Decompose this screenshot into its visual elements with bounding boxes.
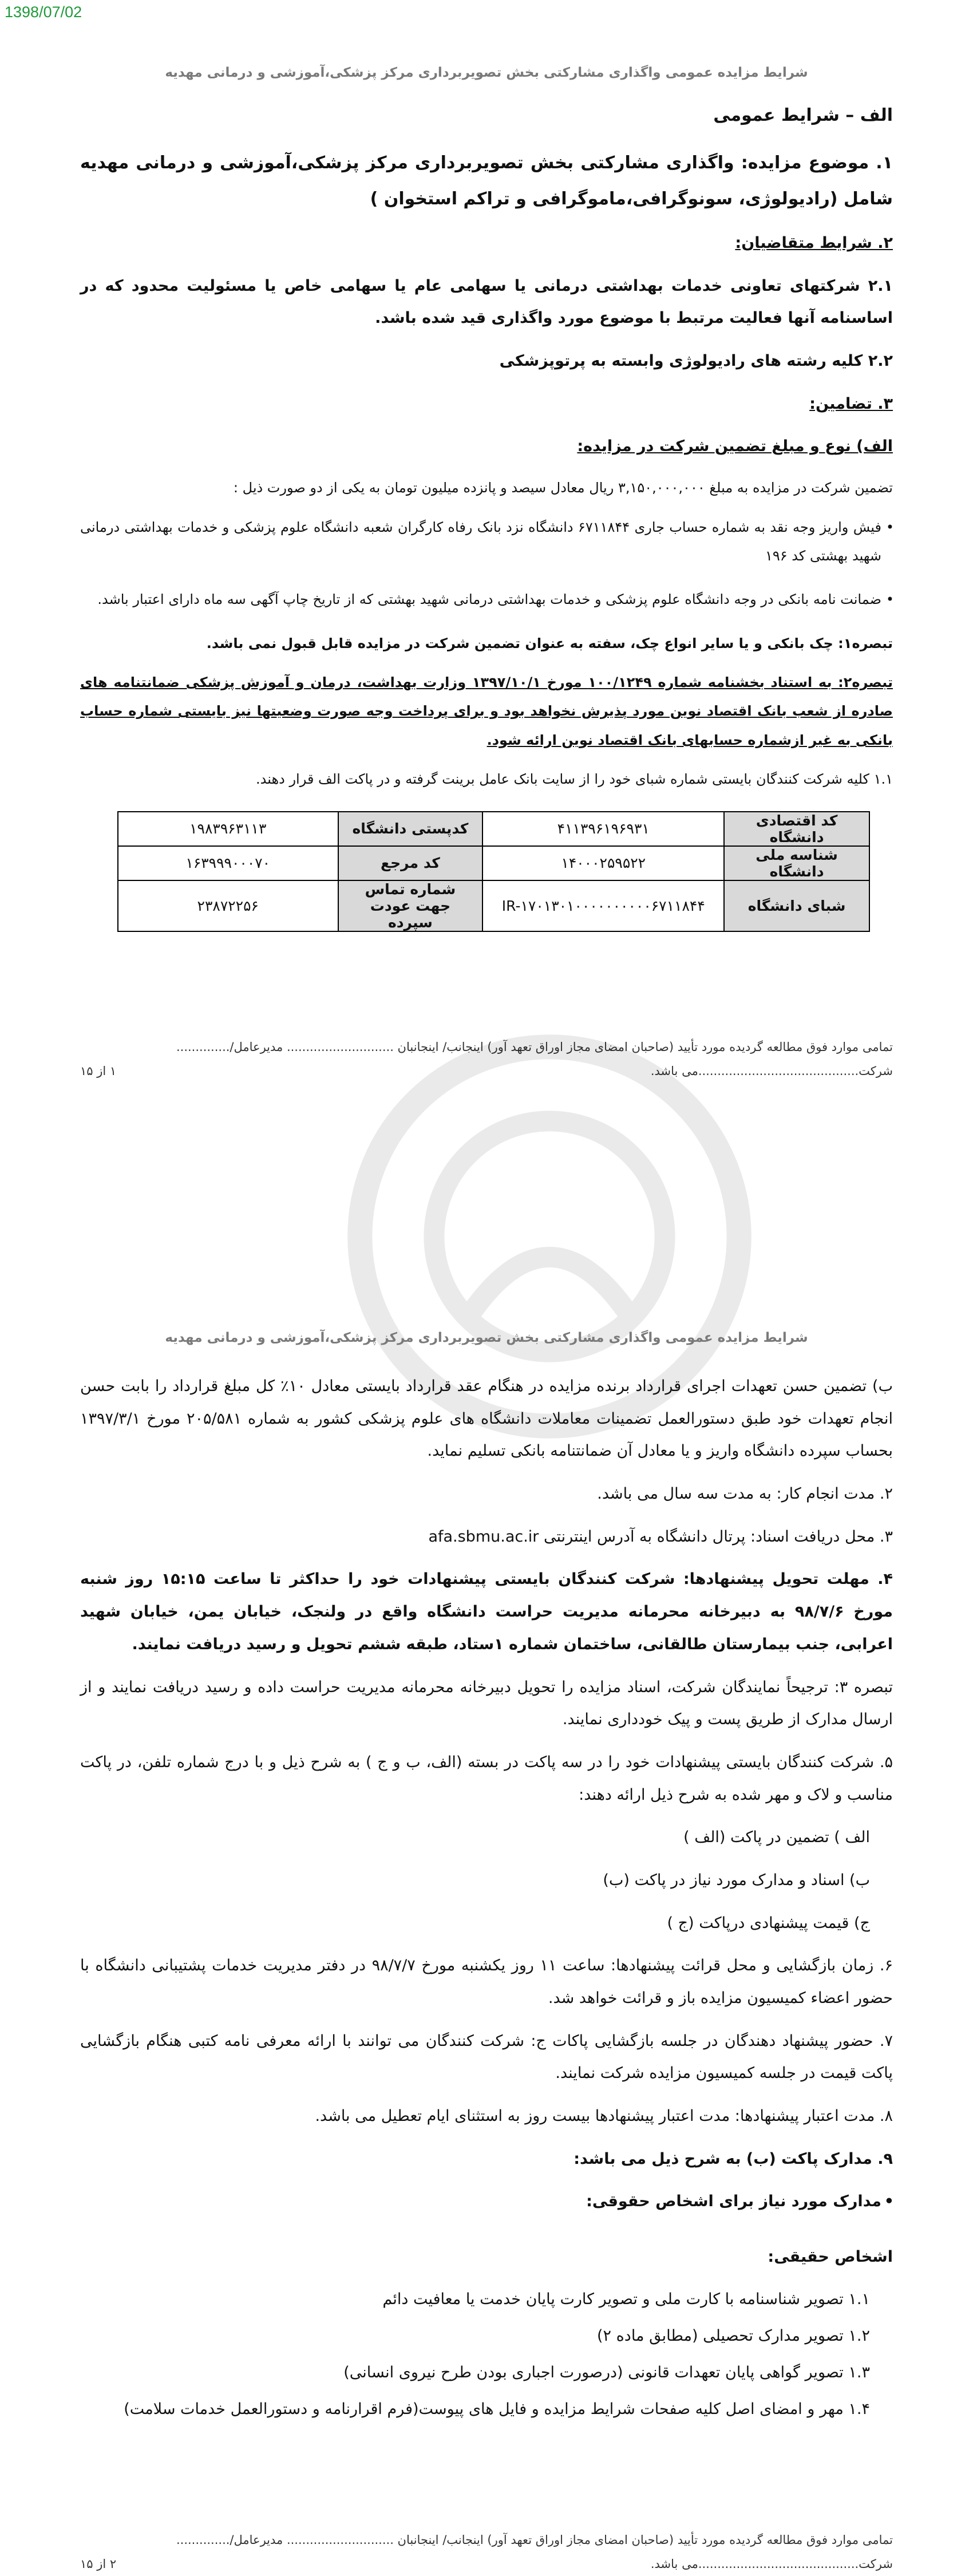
item-bidders-presence: ۷. حضور پیشنهاد دهندگان در جلسه بازگشایی پاکات ج: شرکت کنندگان می توانند با ارائه معرفی نامه کتبی هنگام بازگشایی پاکت قیمت در جلسه کمیسیون مزایده شرکت نمایند. [80,2032,893,2083]
item-guarantees-heading: ۳. تضامین: [809,394,893,413]
table-label: شبای دانشگاه [724,880,869,931]
page-number: ۲ از ۱۵ [80,2557,117,2571]
item-submission-deadline: ۴. مهلت تحویل پیشنهادها: شرکت کنندگان بایستی پیشنهادات خود را حداکثر تا ساعت ۱۵:۱۵ روز شنبه مورخ ۹۸/۷/۶ به دبیرخانه محرمانه مدیریت حراست دانشگاه واقع در ولنجک، خیابان یمن، خیابان شهید اعرابی، جنب بیمارستان طالقانی، ساختمان شماره ۱ستاد، طبقه ششم تحویل و رسید دریافت نمایند. [80,1570,893,1653]
table-value: ۱۴۰۰۰۲۵۹۵۲۲ [482,846,724,880]
guarantee-amount-text: تضمین شرکت در مزایده به مبلغ ۳,۱۵۰,۰۰۰,۰۰۰ ریال معادل سیصد و پانزده میلیون تومان به یکی از دو صورت ذیل : [233,480,893,496]
bullet-legal-entities: • مدارک مورد نیاز برای اشخاص حقوقی: [80,2186,893,2218]
bullet-bank-guarantee: • ضمانت نامه بانکی در وجه دانشگاه علوم پزشکی و خدمات بهداشتی درمانی شهید بهشتی که از تاریخ چاپ آگهی سه ماه دارای اعتبار باشد. [80,585,893,614]
table-label: شناسه ملی دانشگاه [724,846,869,880]
note-1: تبصره۱: چک بانکی و یا سایر انواع چک، سفته به عنوان تضمین شرکت در مزایده قابل قبول نمی باشد. [206,635,893,651]
item-envelope-b-docs: ۹. مدارک پاکت (ب) به شرح ذیل می باشد: [573,2150,893,2168]
list-item: ۱.۱ تصویر شناسنامه با کارت ملی و تصویر کارت پایان خدمت یا معافیت دائم [382,2290,870,2308]
page-header: شرایط مزایده عمومی واگذاری مشارکتی بخش تصویربرداری مرکز پزشکی،آموزشی و درمانی مهدیه [165,1330,808,1345]
envelope-a: الف ) تضمین در پاکت (الف ) [683,1828,870,1847]
list-item: ۱.۳ تصویر گواهی پایان تعهدات قانونی (درصورت اجباری بودن طرح نیروی انسانی) [343,2363,870,2381]
page-number: ۱ از ۱۵ [80,1064,117,1078]
table-label: کدپستی دانشگاه [338,812,483,846]
natural-persons-heading: اشخاص حقیقی: [768,2248,893,2266]
document-page-2 [80,1317,893,2576]
item-2-2: ۲.۲ کلیه رشته های رادیولوژی وابسته به پرتوپزشکی [499,352,893,370]
table-label: شماره تماس جهت عودت سپرده [338,880,483,931]
table-value: IR-۱۷۰۱۳۰۱۰۰۰۰۰۰۰۰۰۰۶۷۱۱۸۴۴ [482,880,724,931]
bank-info-table [117,811,870,932]
section-a-title: الف – شرایط عمومی [713,105,893,125]
item-b-performance-guarantee: ب) تضمین حسن تعهدات اجرای قرارداد برنده مزایده در هنگام عقد قرارداد بایستی معادل ۱۰٪ کل مبلغ قرارداد را بابت حسن انجام تعهدات خود طبق دستورالعمل تضمینات معاملات دانشگاه های علوم پزشکی کشور به شماره ۲۰۵/۵۸۱ مورخ ۱۳۹۷/۳/۱ بحساب سپرده دانشگاه واریز و یا معادل آن ضمانتنامه بانکی تسلیم نماید. [80,1377,893,1460]
table-value: ۲۳۸۷۲۲۵۶ [118,880,338,931]
date-stamp: 1398/07/02 [5,3,82,21]
page-2-footer [80,2528,893,2576]
bullet-cash-deposit: • فیش واریز وجه نقد به شماره حساب جاری ۶۷۱۱۸۴۴ دانشگاه نزد بانک رفاه کارگران شعبه دانشگاه علوم پزشکی و خدمات بهداشتی درمانی شهید بهشتی کد ۱۹۶ [80,513,893,571]
footer-company-text: شرکت..........................................می باشد. [650,2557,893,2571]
table-label: کد اقتصادی دانشگاه [724,812,869,846]
list-item: ۱.۲ تصویر مدارک تحصیلی (مطابق ماده ۲) [597,2326,870,2345]
item-2-1: ۲.۱ شرکتهای تعاونی خدمات بهداشتی درمانی یا سهامی عام یا سهامی خاص یا مسئولیت محدود که در اساسنامه آنها فعالیت مرتبط با موضوع مورد واگذاری قید شده باشد. [80,276,893,327]
note-2: تبصره۲: به استناد بخشنامه شماره ۱۰۰/۱۲۴۹ مورخ ۱۳۹۷/۱۰/۱ وزارت بهداشت، درمان و آموزش پزشکی ضمانتنامه های صادره از شعب بانک اقتصاد نوین مورد پذیرش نخواهد بود و برای پرداخت وجه صورت وضعیتها نیز بایستی شماره حساب بانکی به غیر ازشماره حسابهای بانک اقتصاد نوین ارائه شود. [80,674,893,748]
item-1-1: ۱.۱ کلیه شرکت کنندگان بایستی شماره شبای خود را از سایت بانک عامل برینت گرفته و در پاکت الف قرار دهند. [256,771,893,788]
footer-approval-text: تمامی موارد فوق مطالعه گردیده مورد تأیید (صاحبان امضای مجاز اوراق تعهد آور) اینجانب/ اینجانبان ............................ مدیرعامل/.............. [176,1040,893,1054]
envelope-c: ج) قیمت پیشنهادی درپاکت (ج ) [667,1914,870,1932]
item-validity: ۸. مدت اعتبار پیشنهادها: مدت اعتبار پیشنهادها بیست روز به استثنای ایام تعطیل می باشد. [315,2107,893,2125]
document-page-1 [80,52,893,1083]
list-item: ۱.۴ مهر و امضای اصل کلیه صفحات شرایط مزایده و فایل های پیوست(فرم اقرارنامه و دستورالعمل خدمات سلامت) [124,2400,870,2418]
page-header: شرایط مزایده عمومی واگذاری مشارکتی بخش تصویربرداری مرکز پزشکی،آموزشی و درمانی مهدیه [165,65,808,80]
table-value: ۴۱۱۳۹۶۱۹۶۹۳۱ [482,812,724,846]
item-subject: ۱. موضوع مزایده: واگذاری مشارکتی بخش تصویربرداری مرکز پزشکی،آموزشی و درمانی مهدیه شامل (رادیولوژی، سونوگرافی،ماموگرافی و تراکم استخوان ) [80,153,893,209]
item-opening-time: ۶. زمان بازگشایی و محل قرائت پیشنهادها: ساعت ۱۱ روز یکشنبه مورخ ۹۸/۷/۷ در دفتر مدیریت خدمات پشتیبانی دانشگاه با حضور اعضاء کمیسیون مزایده باز و قرائت خواهد شد. [80,1957,893,2007]
table-row [118,846,869,880]
table-value: ۱۶۳۹۹۹۰۰۰۷۰ [118,846,338,880]
table-value: ۱۹۸۳۹۶۳۱۱۳ [118,812,338,846]
item-documents-location: ۳. محل دریافت اسناد: پرتال دانشگاه به آدرس اینترنتی afa.sbmu.ac.ir [428,1527,893,1546]
table-label: کد مرجع [338,846,483,880]
note-3: تبصره ۳: ترجیحاً نمایندگان شرکت، اسناد مزایده را تحویل دبیرخانه محرمانه مدیریت حراست داده و رسید دریافت نمایند و از ارسال مدارک از طریق پست و پیک خودداری نمایند. [80,1678,893,1729]
page-1-footer [80,1035,893,1083]
item-3-a: الف) نوع و مبلغ تضمین شرکت در مزایده: [577,437,893,456]
envelope-b: ب) اسناد و مدارک مورد نیاز در پاکت (ب) [603,1871,870,1889]
table-row [118,812,869,846]
item-duration: ۲. مدت انجام کار: به مدت سه سال می باشد. [597,1485,893,1503]
item-envelopes: ۵. شرکت کنندگان بایستی پیشنهادات خود را در سه پاکت در بسته (الف، ب و ج ) به شرح ذیل و با درج شماره تلفن، در پاکت مناسب و لاک و مهر شده به شرح ذیل ارائه دهند: [80,1753,893,1804]
footer-approval-text: تمامی موارد فوق مطالعه گردیده مورد تأیید (صاحبان امضای مجاز اوراق تعهد آور) اینجانب/ اینجانبان ............................ مدیرعامل/.............. [176,2532,893,2547]
footer-company-text: شرکت..........................................می باشد. [650,1064,893,1078]
table-row [118,880,869,931]
item-applicants-heading: ۲. شرایط متقاضیان: [735,234,893,252]
